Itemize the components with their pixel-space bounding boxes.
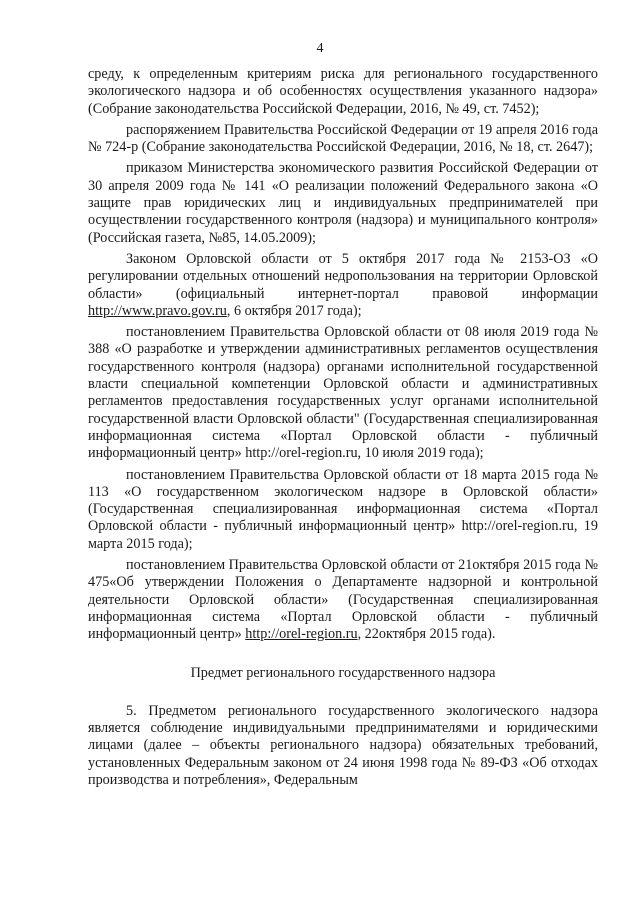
document-body xyxy=(88,66,598,793)
section-heading: Предмет регионального государственного надзора xyxy=(190,664,496,681)
paragraph-text: постановлением Правительства Орловской области от 21октября 2015 года № 475«Об утверждении Положения о Департаменте надзорной и контрольной деятельности Орловской области» (Государственная специализированная информационная система «Портал Орловской области - публичный информационный центр» xyxy=(88,557,598,643)
paragraph-text: , 22октября 2015 года). xyxy=(357,626,496,643)
paragraph-text: Законом Орловской области от 5 октября 2017 года № 2153-ОЗ «О регулировании отдельных отношений недропользования на территории Орловской области» (официальный интернет-портал правовой информации xyxy=(88,250,598,302)
paragraph-oryol-law xyxy=(88,251,598,320)
pravo-link[interactable]: http://www.pravo.gov.ru xyxy=(88,302,227,319)
paragraph-item-5: 5. Предметом регионального государственного экологического надзора является соблюдение индивидуальными предпринимателями и юридическими лицами (далее – объекты регионального надзора) обязательных требований, установленных Федеральным законом от 24 июня 1998 года № 89-ФЗ «Об отходах производства и потребления», Федеральным xyxy=(88,702,598,788)
paragraph-resolution-475 xyxy=(88,557,598,643)
paragraph-continuation: среду, к определенным критериям риска для регионального государственного экологического надзора и об особенностях осуществления указанного надзора» (Собрание законодательства Российской Федерации, 2016, № 49, ст. 7452); xyxy=(88,66,598,117)
paragraph-ministry-order: приказом Министерства экономического развития Российской Федерации от 30 апреля 2009 года № 141 «О реализации положений Федерального закона «О защите прав юридических лиц и индивидуальных предпринимателей при осуществлении государственного контроля (надзора) и муниципального контроля» (Российская газета, №85, 14.05.2009); xyxy=(88,160,598,246)
paragraph-resolution-388: постановлением Правительства Орловской области от 08 июля 2019 года № 388 «О разработке и утверждении административных регламентов осуществления государственного контроля (надзора) органами исполнительной государственной власти специальной компетенции Орловской области и административных регламентов предоставления государственных услуг органами исполнительной государственной власти Орловской области" (Государственная специализированная информационная система «Портал Орловской области - публичный информационный центр» http://orel-region.ru, 10 июля 2019 года); xyxy=(88,324,598,462)
paragraph-resolution-113: постановлением Правительства Орловской области от 18 марта 2015 года № 113 «О государственном экологическом надзоре в Орловской области» (Государственная специализированная информационная система «Портал Орловской области - публичный информационный центр» http://orel-region.ru, 19 марта 2015 года); xyxy=(88,466,598,552)
paragraph-text: , 6 октября 2017 года); xyxy=(226,302,362,319)
paragraph-government-order: распоряжением Правительства Российской Федерации от 19 апреля 2016 года № 724-р (Собрание законодательства Российской Федерации, 2016, № 18, ст. 2647); xyxy=(88,121,598,156)
page-number: 4 xyxy=(316,41,324,56)
orel-region-link[interactable]: http://orel-region.ru xyxy=(245,626,358,643)
